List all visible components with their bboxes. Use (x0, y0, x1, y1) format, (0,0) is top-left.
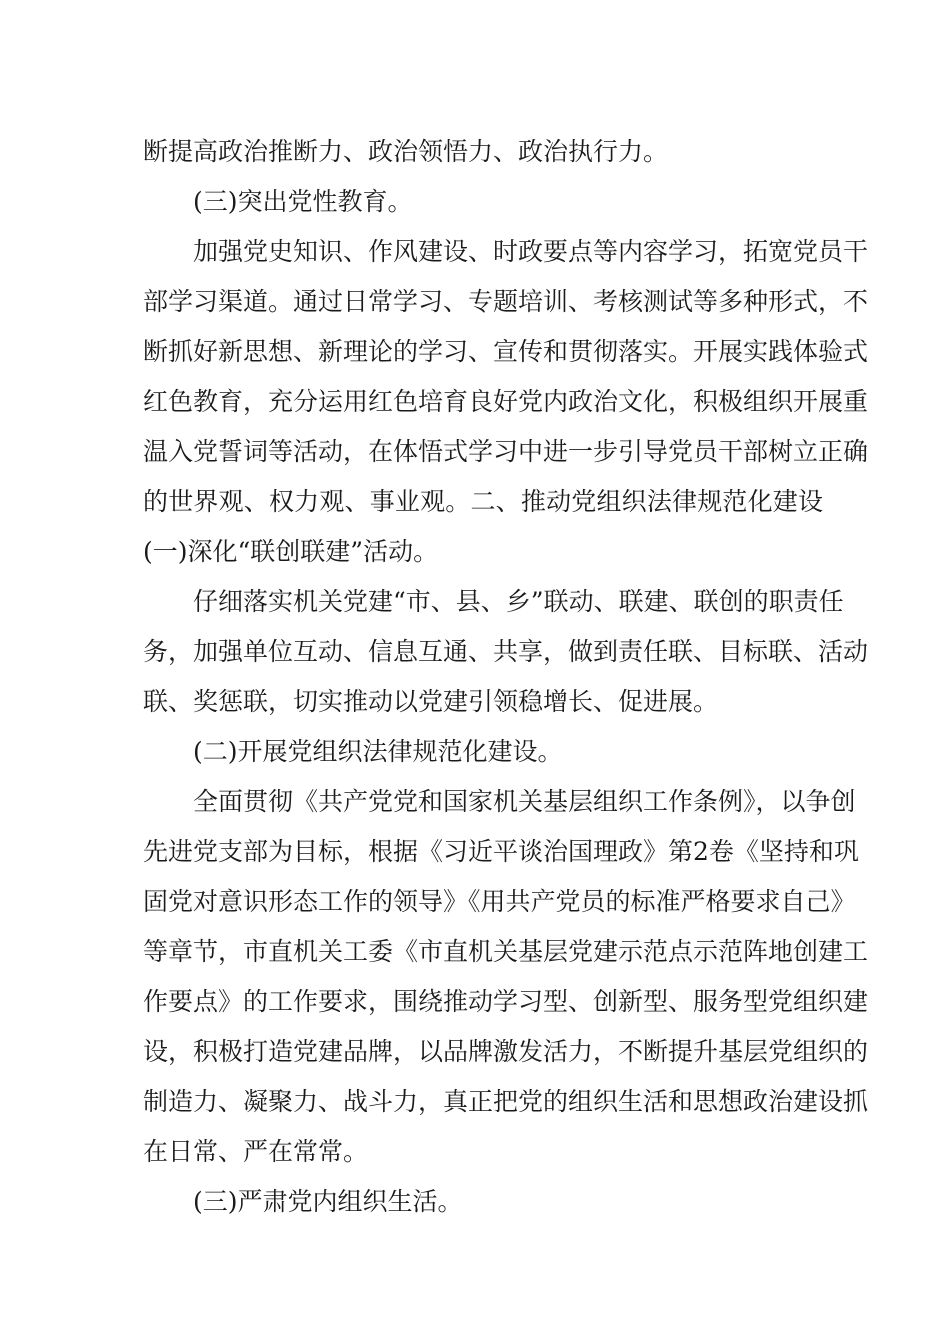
text-line: 作要点》的工作要求，围绕推动学习型、创新型、服务型党组织建 (143, 987, 869, 1016)
section-heading: (三)严肃党内组织生活。 (193, 1187, 463, 1216)
text-line: 联、奖惩联，切实推动以党建引领稳增长、促进展。 (143, 687, 719, 716)
section-heading: (一)深化“联创联建”活动。 (143, 537, 439, 566)
text-line: 固党对意识形态工作的领导》《用共产党员的标准严格要求自己》 (143, 887, 856, 916)
text-line: 部学习渠道。通过日常学习、专题培训、考核测试等多种形式，不 (143, 287, 869, 316)
text-line: 务，加强单位互动、信息互通、共享，做到责任联、目标联、活动 (143, 637, 869, 666)
text-line: 等章节，市直机关工委《市直机关基层党建示范点示范阵地创建工 (143, 937, 869, 966)
text-line: 全面贯彻《共产党党和国家机关基层组织工作条例》，以争创 (193, 787, 856, 816)
text-line: 红色教育，充分运用红色培育良好党内政治文化，积极组织开展重 (143, 387, 869, 416)
section-heading: (二)开展党组织法律规范化建设。 (193, 737, 563, 766)
text-line: 设，积极打造党建品牌，以品牌激发活力，不断提升基层党组织的 (143, 1037, 869, 1066)
text-line: 制造力、凝聚力、战斗力，真正把党的组织生活和思想政治建设抓 (143, 1087, 869, 1116)
text-line: 在日常、严在常常。 (143, 1137, 369, 1166)
text-line: 断抓好新思想、新理论的学习、宣传和贯彻落实。开展实践体验式 (143, 337, 869, 366)
text-line: 仔细落实机关党建“市、县、乡”联动、联建、联创的职责任 (193, 587, 844, 616)
section-heading: (三)突出党性教育。 (193, 187, 413, 216)
text-line: 的世界观、权力观、事业观。二、推动党组织法律规范化建设 (143, 487, 823, 516)
text-line: 先进党支部为目标，根据《习近平谈治国理政》第2卷《坚持和巩 (143, 837, 859, 866)
text-line: 加强党史知识、作风建设、时政要点等内容学习，拓宽党员干 (193, 237, 869, 266)
text-line: 温入党誓词等活动，在体悟式学习中进一步引导党员干部树立正确 (143, 437, 869, 466)
text-line: 断提高政治推断力、政治领悟力、政治执行力。 (143, 137, 669, 166)
